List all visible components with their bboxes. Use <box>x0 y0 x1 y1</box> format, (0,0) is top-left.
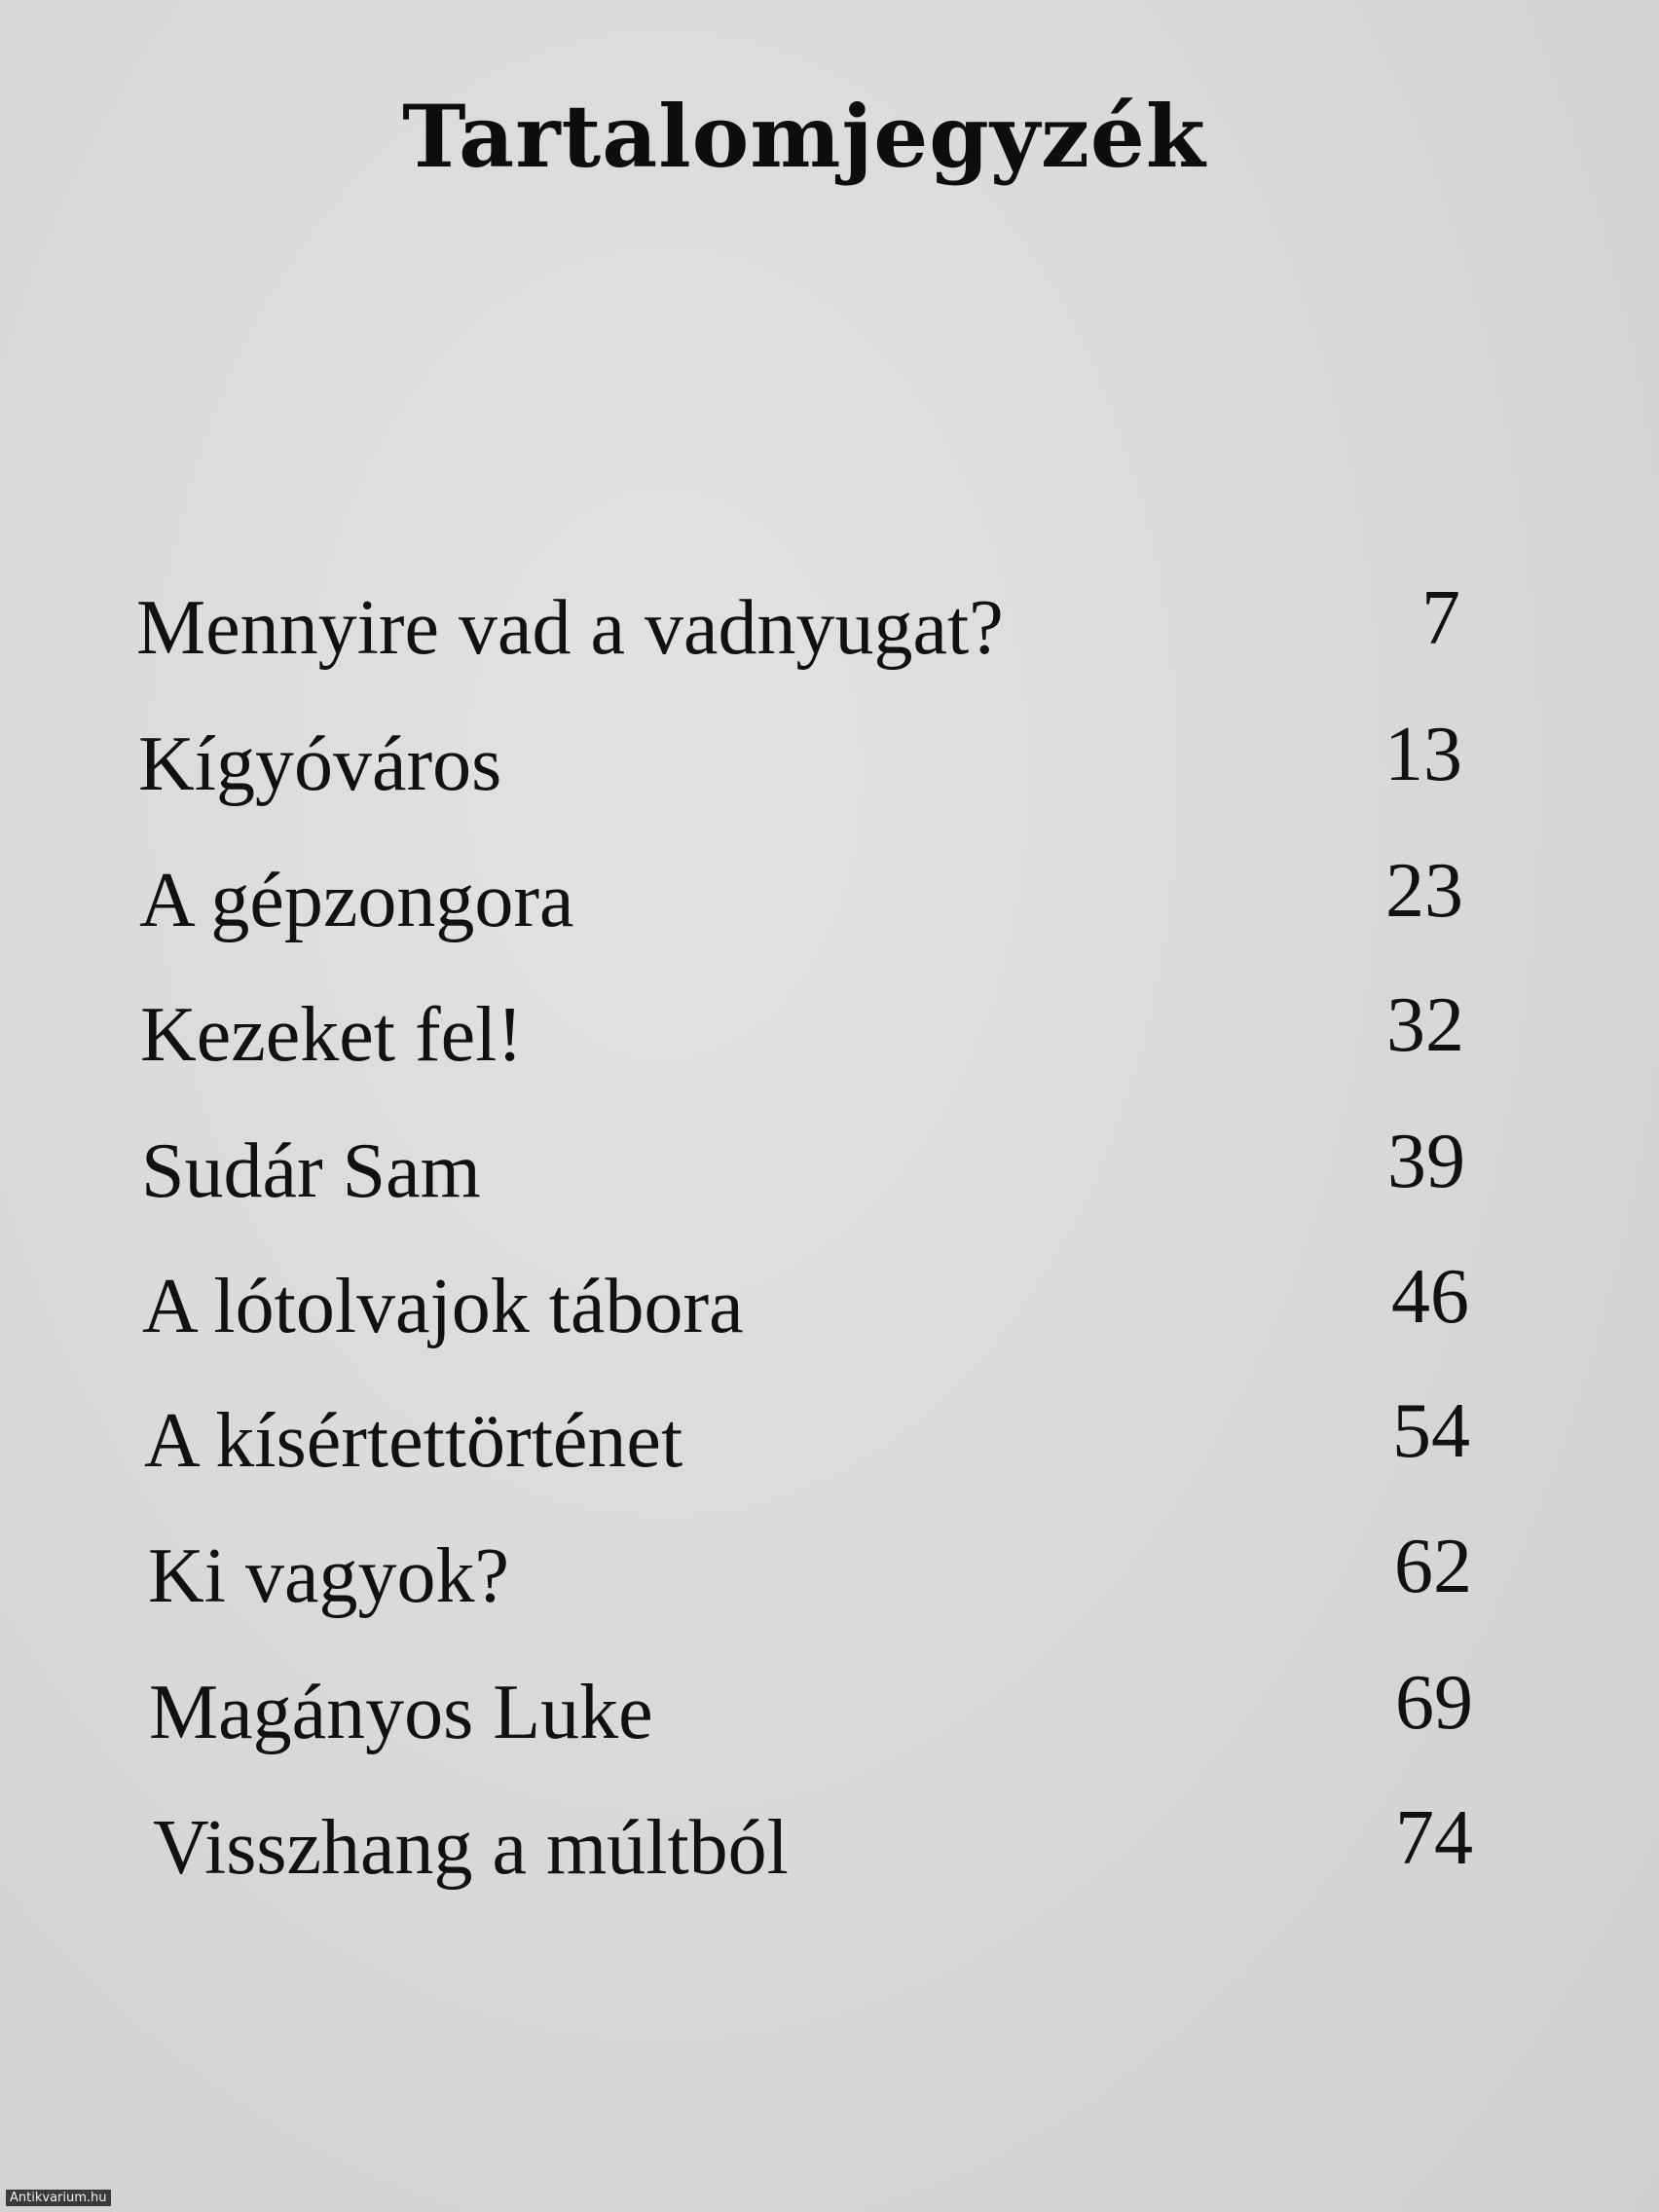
toc-entry-title: Sudár Sam <box>141 1128 481 1214</box>
toc-entry-page: 32 <box>1386 982 1464 1068</box>
page-title: Tartalomjegyzék <box>402 86 1206 187</box>
toc-entry <box>144 1388 1488 1514</box>
toc-entry-title: Kígyóváros <box>138 721 502 807</box>
toc-entry <box>148 1524 1492 1649</box>
toc-entry-title: A lótolvajok tábora <box>142 1264 744 1349</box>
toc-entry <box>141 1119 1485 1244</box>
toc-entry-title: Magányos Luke <box>149 1670 653 1755</box>
toc-entry <box>136 575 1480 701</box>
toc-entry-page: 23 <box>1385 848 1463 934</box>
toc-entry <box>142 1254 1486 1380</box>
toc-entry-page: 62 <box>1394 1524 1472 1609</box>
toc-entry-title: A kísértettörténet <box>144 1398 683 1484</box>
toc-entry-title: Ki vagyok? <box>148 1533 510 1619</box>
toc-entry-page: 39 <box>1387 1119 1465 1204</box>
toc-entry-title: A gépzongora <box>139 858 574 943</box>
toc-entry <box>149 1660 1493 1786</box>
toc-entry-page: 54 <box>1392 1388 1470 1474</box>
toc-entry <box>139 848 1483 974</box>
toc-entry <box>138 712 1482 837</box>
toc-entry <box>153 1795 1496 1921</box>
toc-entry-title: Kezeket fel! <box>140 992 524 1078</box>
toc-entry-page: 74 <box>1395 1795 1473 1881</box>
toc-entry-page: 46 <box>1391 1254 1469 1340</box>
toc-entry-page: 13 <box>1384 712 1462 797</box>
watermark: Antikvarium.hu <box>6 2190 111 2206</box>
toc-entry <box>140 982 1484 1108</box>
toc-entry-page: 69 <box>1395 1660 1473 1746</box>
toc-entry-title: Visszhang a múltból <box>153 1805 789 1891</box>
toc-entry-page: 7 <box>1421 575 1460 661</box>
toc-entry-title: Mennyire vad a vadnyugat? <box>136 585 1004 671</box>
